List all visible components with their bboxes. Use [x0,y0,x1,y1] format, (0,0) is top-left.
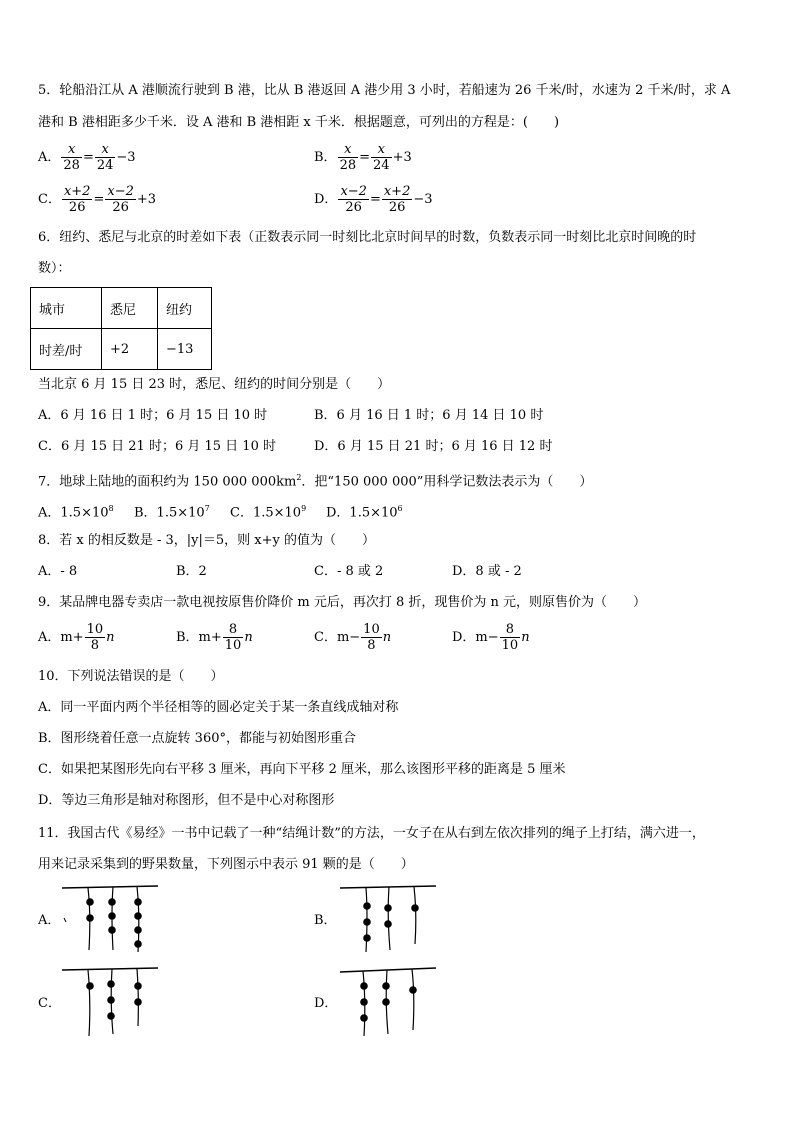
fraction: $\frac{10}{8}$ [86,622,104,653]
q10-stem: 10．下列说法错误的是（ ） [38,669,224,684]
q5-option-b[interactable]: B． $\frac{x}{28}$ = $\frac{x}{24}$ +3 [314,142,412,173]
q6-stem-line2: 数）： [38,261,71,276]
q11-option-a-label[interactable]: A． [38,913,61,928]
q11-stem-line2: 用来记录采集到的野果数量，下列图示中表示 91 颗的是（ ） [38,857,414,872]
q7-option-a[interactable]: A．$1.5\times 10^8$ [38,504,114,521]
q6-option-c[interactable]: C．6 月 15 日 21 时；6 月 15 日 10 时 [38,439,276,454]
q7-option-d[interactable]: D．$1.5\times 10^6$ [326,504,403,521]
table-row [31,288,212,329]
q10-option-c[interactable]: C．如果把某图形先向右平移 3 厘米，再向下平移 2 厘米，那么该图形平移的距离是 5 厘米 [38,762,566,777]
q7-option-c[interactable]: C．$1.5\times 10^9$ [230,504,307,521]
fraction: $\frac{x+2}{26}$ [383,184,411,215]
time-difference-table [30,287,212,370]
q6-option-a[interactable]: A．6 月 16 日 1 时；6 月 15 日 10 时 [38,408,268,423]
q8-option-c[interactable]: C．- 8 或 2 [314,564,384,579]
q7-option-b[interactable]: B．$1.5\times 10^7$ [134,504,210,521]
table-header-cell: 悉尼 [102,288,158,329]
q11-stem-line1: 11．我国古代《易经》一书中记载了一种“结绳计数”的方法，一女子在从右到左依次排列的绳子上打结，满六进一， [38,826,705,841]
table-header-cell: 城市 [31,288,102,329]
fraction: $\frac{x}{28}$ [339,142,357,173]
q9-option-d[interactable]: D．m− $\frac{8}{10}$ n [452,622,530,653]
fraction: $\frac{8}{10}$ [501,622,519,653]
fraction: $\frac{10}{8}$ [363,622,380,653]
q6-option-d[interactable]: D．6 月 15 日 21 时；6 月 16 日 12 时 [314,439,553,454]
q10-option-a[interactable]: A．同一平面内两个半径相等的圆必定关于某一条直线成轴对称 [38,700,399,715]
q5-option-d[interactable]: D． $\frac{x-2}{26}$ = $\frac{x+2}{26}$ −3 [314,184,433,215]
fraction: $\frac{x+2}{26}$ [63,184,91,215]
q8-option-d[interactable]: D．8 或 - 2 [452,564,522,579]
q11-option-b-knot-figure[interactable] [338,884,438,954]
q5-option-a[interactable]: A． $\frac{x}{28}$ = $\frac{x}{24}$ −3 [38,142,136,173]
q11-option-a-knot-figure[interactable] [60,884,160,954]
table-cell: 时差/时 [31,329,102,370]
q9-option-b[interactable]: B．m+ $\frac{8}{10}$ n [176,622,253,653]
fraction: $\frac{x-2}{26}$ [107,184,134,215]
q9-option-c[interactable]: C．m− $\frac{10}{8}$ n [314,622,392,653]
table-cell: −13 [158,329,212,370]
q11-option-c-knot-figure[interactable] [60,966,160,1038]
fraction: $\frac{x}{24}$ [96,142,114,173]
q6-question: 当北京 6 月 15 日 23 时，悉尼、纽约的时间分别是（ ） [38,377,391,392]
q7-stem: 7．地球上陆地的面积约为 150 000 $000km^2$．把“150 000 000”用科学记数法表示为（ ） [38,473,593,490]
fraction: $\frac{8}{10}$ [224,622,242,653]
q9-stem: 9．某品牌电器专卖店一款电视按原售价降价 m 元后，再次打 8 折，现售价为 n 元，则原售价为（ ） [38,595,647,610]
q10-option-b[interactable]: B．图形绕着任意一点旋转 360°，都能与初始图形重合 [38,731,356,746]
q11-option-c-label[interactable]: C． [38,996,61,1011]
q5-option-c[interactable]: C． $\frac{x+2}{26}$ = $\frac{x-2}{26}$ +3 [38,184,157,215]
q5-stem-line2: 港和 B 港相距多少千米．设 A 港和 B 港相距 x 千米．根据题意，可列出的方程是：( ) [38,115,560,130]
q8-option-a[interactable]: A．- 8 [38,564,78,579]
q11-option-d-knot-figure[interactable] [338,966,438,1038]
q5-stem-line1: 5．轮船沿江从 A 港顺流行驶到 B 港，比从 B 港返回 A 港少用 3 小时，若船速为 26 千米/时，水速为 2 千米/时，求 A [38,83,731,98]
q6-stem-line1: 6．纽约、悉尼与北京的时差如下表（正数表示同一时刻比北京时间早的时数，负数表示同一时刻比北京时间晚的时 [38,230,697,245]
table-row [31,329,212,370]
fraction: $\frac{x-2}{26}$ [340,184,367,215]
q11-option-b-label[interactable]: B． [314,913,337,928]
fraction: $\frac{x}{28}$ [63,142,80,173]
q8-option-b[interactable]: B．2 [176,564,207,579]
fraction: $\frac{x}{24}$ [373,142,390,173]
q11-option-d-label[interactable]: D． [314,996,338,1011]
q9-option-a[interactable]: A．m+ $\frac{10}{8}$ n [38,622,115,653]
q6-option-b[interactable]: B．6 月 16 日 1 时；6 月 14 日 10 时 [314,408,544,423]
q8-stem: 8．若 x 的相反数是 - 3，|y|＝5，则 x+y 的值为（ ） [38,533,376,548]
q10-option-d[interactable]: D．等边三角形是轴对称图形，但不是中心对称图形 [38,793,335,808]
table-cell: +2 [102,329,158,370]
table-header-cell: 纽约 [158,288,212,329]
